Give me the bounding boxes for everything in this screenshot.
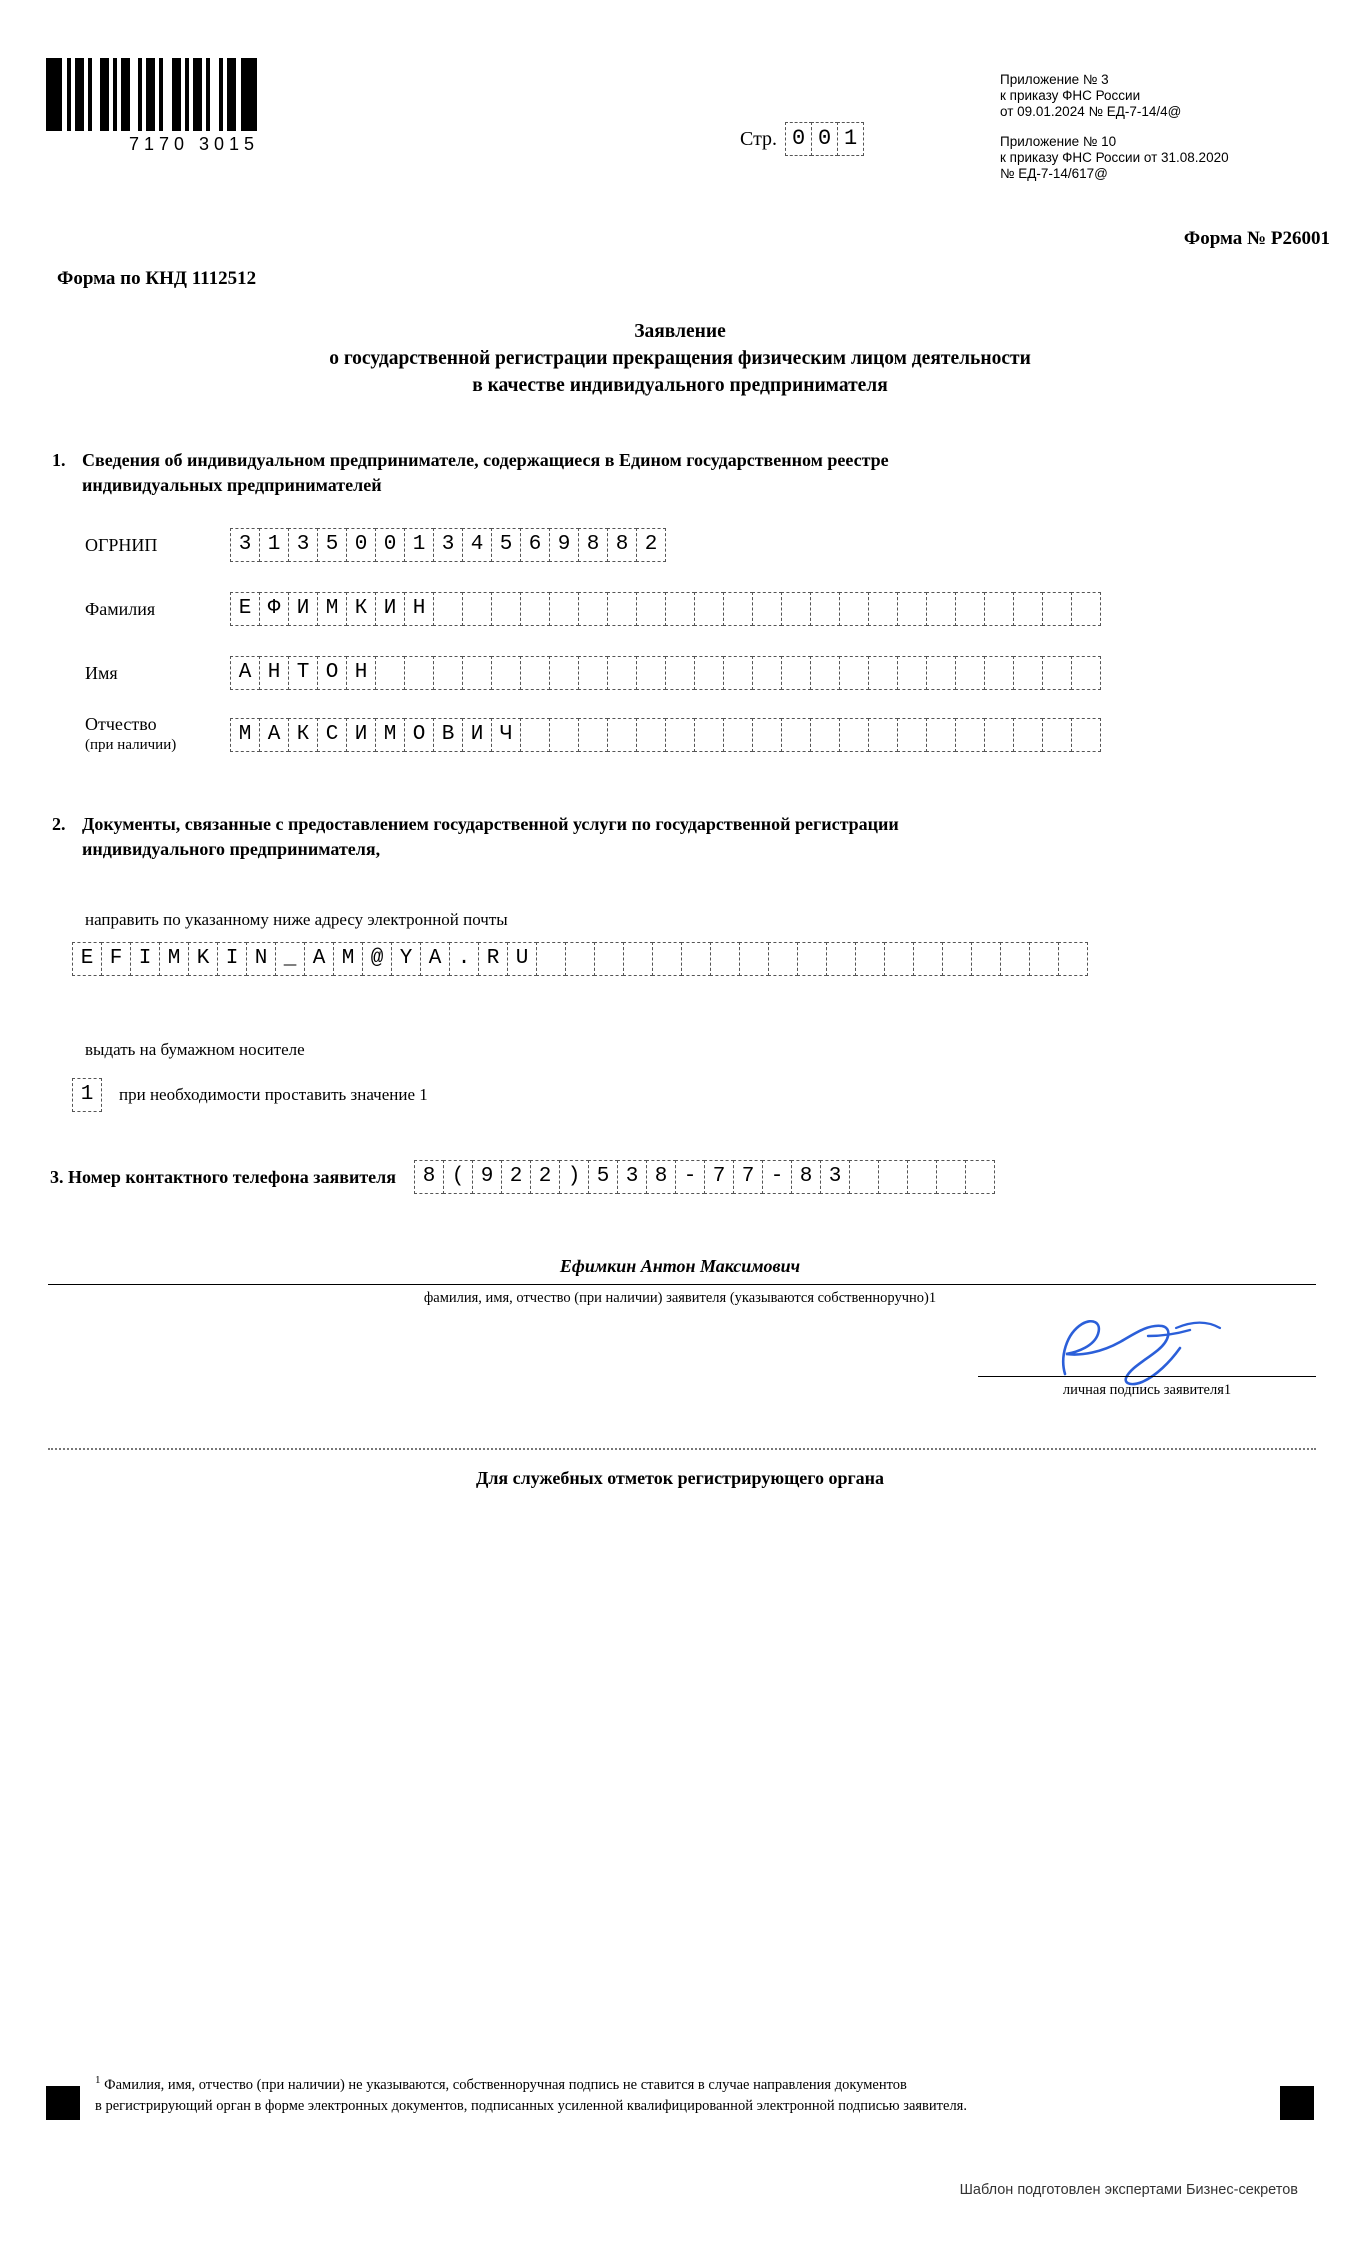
appendix10-line2: к приказу ФНС России от 31.08.2020 (1000, 150, 1229, 165)
appendix10-line1: Приложение № 10 (1000, 134, 1117, 149)
patronymic-cell[interactable]: Ч (491, 718, 521, 752)
section-1-number: 1. (52, 450, 66, 470)
header-right-block (1000, 72, 1330, 196)
email-cell[interactable]: K (188, 942, 218, 976)
section-1-line1: Сведения об индивидуальном предпринимателе, содержащиеся в Едином государственном реестре (82, 450, 889, 470)
phone-cell[interactable]: - (675, 1160, 705, 1194)
firstname-cell[interactable] (955, 656, 985, 690)
email-cell[interactable]: A (304, 942, 334, 976)
email-cell[interactable] (739, 942, 769, 976)
patronymic-cell[interactable]: И (346, 718, 376, 752)
surname-cell[interactable]: М (317, 592, 347, 626)
patronymic-label-main: Отчество (85, 714, 157, 734)
ogrnip-cell[interactable]: 9 (549, 528, 579, 562)
section-1-heading (52, 448, 1212, 498)
section-2-line1: Документы, связанные с предоставлением государственной услуги по государственной регистрации (82, 814, 899, 834)
phone-cell[interactable]: 3 (617, 1160, 647, 1194)
email-cell[interactable]: _ (275, 942, 305, 976)
email-cell[interactable]: A (420, 942, 450, 976)
patronymic-cell[interactable] (984, 718, 1014, 752)
email-cell[interactable]: M (159, 942, 189, 976)
patronymic-cell[interactable]: И (462, 718, 492, 752)
appendix10-line3: № ЕД-7-14/617@ (1000, 166, 1108, 181)
phone-cell[interactable]: 8 (791, 1160, 821, 1194)
footnote-marker: 1 (95, 2074, 101, 2086)
corner-marker-right (1280, 2086, 1314, 2120)
surname-boxes[interactable] (230, 592, 1100, 626)
email-cell[interactable] (884, 942, 914, 976)
ogrnip-cell[interactable]: 3 (433, 528, 463, 562)
patronymic-cell[interactable] (955, 718, 985, 752)
phone-cell[interactable]: ) (559, 1160, 589, 1194)
patronymic-cell[interactable] (781, 718, 811, 752)
firstname-cell[interactable] (839, 656, 869, 690)
paper-hint: при необходимости проставить значение 1 (119, 1085, 428, 1104)
section-3-number: 3. (50, 1166, 64, 1187)
email-cell[interactable] (797, 942, 827, 976)
patronymic-cell[interactable]: С (317, 718, 347, 752)
patronymic-label (85, 714, 230, 756)
service-marks-heading: Для служебных отметок регистрирующего органа (475, 1468, 885, 1488)
patronymic-cell[interactable]: О (404, 718, 434, 752)
firstname-cell[interactable] (810, 656, 840, 690)
firstname-cell[interactable] (375, 656, 405, 690)
appendix3-line1: Приложение № 3 (1000, 72, 1109, 87)
firstname-cell[interactable] (752, 656, 782, 690)
firstname-cell[interactable] (1071, 656, 1101, 690)
patronymic-cell[interactable] (868, 718, 898, 752)
email-cell[interactable]: N (246, 942, 276, 976)
patronymic-cell[interactable] (1042, 718, 1072, 752)
firstname-cell[interactable] (1042, 656, 1072, 690)
email-cell[interactable] (652, 942, 682, 976)
firstname-cell[interactable] (1013, 656, 1043, 690)
surname-cell[interactable] (781, 592, 811, 626)
section-divider (48, 1448, 1316, 1450)
email-cell[interactable]: @ (362, 942, 392, 976)
email-cell[interactable] (1000, 942, 1030, 976)
surname-cell[interactable]: Ф (259, 592, 289, 626)
footnote-block (95, 2070, 1275, 2117)
patronymic-cell[interactable] (578, 718, 608, 752)
patronymic-cell[interactable] (1013, 718, 1043, 752)
ogrnip-cell[interactable]: 3 (288, 528, 318, 562)
surname-cell[interactable] (433, 592, 463, 626)
patronymic-cell[interactable] (926, 718, 956, 752)
surname-cell[interactable] (723, 592, 753, 626)
field-patronymic (85, 714, 1100, 756)
patronymic-cell[interactable] (549, 718, 579, 752)
surname-cell[interactable] (607, 592, 637, 626)
patronymic-cell[interactable] (810, 718, 840, 752)
patronymic-cell[interactable] (665, 718, 695, 752)
firstname-cell[interactable] (462, 656, 492, 690)
email-cell[interactable] (536, 942, 566, 976)
patronymic-cell[interactable]: М (375, 718, 405, 752)
patronymic-boxes[interactable] (230, 718, 1100, 752)
patronymic-cell[interactable] (897, 718, 927, 752)
phone-boxes[interactable] (414, 1160, 994, 1194)
email-cell[interactable] (681, 942, 711, 976)
appendix3-line3: от 09.01.2024 № ЕД-7-14/4@ (1000, 104, 1182, 119)
ogrnip-cell[interactable]: 0 (346, 528, 376, 562)
paper-flag-box[interactable] (72, 1078, 101, 1112)
surname-cell[interactable] (462, 592, 492, 626)
ogrnip-cell[interactable]: 3 (230, 528, 260, 562)
phone-cell[interactable] (907, 1160, 937, 1194)
firstname-cell[interactable] (433, 656, 463, 690)
ogrnip-cell[interactable]: 4 (462, 528, 492, 562)
email-boxes[interactable] (72, 942, 1087, 976)
patronymic-cell[interactable]: К (288, 718, 318, 752)
patronymic-cell[interactable] (1071, 718, 1101, 752)
firstname-cell[interactable] (404, 656, 434, 690)
footnote-line1 (95, 2070, 1275, 2096)
phone-cell[interactable]: 9 (472, 1160, 502, 1194)
surname-cell[interactable] (636, 592, 666, 626)
surname-cell[interactable] (810, 592, 840, 626)
firstname-cell[interactable] (897, 656, 927, 690)
header-appendix-10 (1000, 134, 1330, 182)
field-phone (50, 1160, 994, 1194)
phone-cell[interactable]: - (762, 1160, 792, 1194)
document-title (0, 318, 1360, 399)
title-line-1: Заявление (634, 321, 726, 342)
field-surname (85, 592, 1100, 626)
email-cell[interactable] (1029, 942, 1059, 976)
email-cell[interactable]: M (333, 942, 363, 976)
firstname-cell[interactable] (868, 656, 898, 690)
ogrnip-cell[interactable]: 5 (317, 528, 347, 562)
phone-cell[interactable]: 3 (820, 1160, 850, 1194)
page-number-label: Стр. (740, 127, 778, 150)
surname-cell[interactable] (955, 592, 985, 626)
patronymic-cell[interactable]: В (433, 718, 463, 752)
surname-cell[interactable] (578, 592, 608, 626)
firstname-cell[interactable] (520, 656, 550, 690)
phone-cell[interactable]: 8 (414, 1160, 444, 1194)
surname-cell[interactable] (868, 592, 898, 626)
surname-cell[interactable] (752, 592, 782, 626)
surname-cell[interactable]: К (346, 592, 376, 626)
patronymic-label-note: (при наличии) (85, 737, 177, 753)
email-cell[interactable]: R (478, 942, 508, 976)
email-cell[interactable] (913, 942, 943, 976)
surname-cell[interactable] (897, 592, 927, 626)
firstname-cell[interactable] (578, 656, 608, 690)
ogrnip-label: ОГРНИП (85, 534, 158, 555)
section-2-line2: индивидуального предпринимателя, (82, 839, 381, 859)
page-digit-cell: 0 (785, 122, 812, 156)
surname-cell[interactable] (1042, 592, 1072, 626)
email-cell[interactable] (1058, 942, 1088, 976)
firstname-cell[interactable] (984, 656, 1014, 690)
surname-cell[interactable] (839, 592, 869, 626)
surname-cell[interactable] (549, 592, 579, 626)
ogrnip-cell[interactable]: 1 (404, 528, 434, 562)
firstname-cell[interactable] (665, 656, 695, 690)
email-cell[interactable]: I (130, 942, 160, 976)
knd-code: Форма по КНД 1112512 (57, 268, 257, 289)
firstname-cell[interactable] (491, 656, 521, 690)
phone-cell[interactable] (849, 1160, 879, 1194)
email-cell[interactable]: F (101, 942, 131, 976)
ogrnip-cell[interactable]: 5 (491, 528, 521, 562)
appendix3-line2: к приказу ФНС России (1000, 88, 1141, 103)
firstname-cell[interactable] (636, 656, 666, 690)
applicant-name: Ефимкин Антон Максимович (559, 1256, 801, 1276)
email-cell[interactable] (710, 942, 740, 976)
phone-cell[interactable]: 8 (646, 1160, 676, 1194)
phone-cell[interactable]: 2 (501, 1160, 531, 1194)
template-credit: Шаблон подготовлен экспертами Бизнес-секретов (959, 2182, 1298, 2198)
surname-cell[interactable] (491, 592, 521, 626)
ogrnip-cell[interactable]: 0 (375, 528, 405, 562)
phone-cell[interactable] (936, 1160, 966, 1194)
phone-cell[interactable]: 7 (733, 1160, 763, 1194)
surname-cell[interactable]: И (375, 592, 405, 626)
section-3-heading (50, 1165, 396, 1190)
patronymic-cell[interactable]: М (230, 718, 260, 752)
field-ogrnip (85, 528, 665, 562)
field-firstname (85, 656, 1100, 690)
paper-flag-cell[interactable]: 1 (72, 1078, 102, 1112)
firstname-boxes[interactable] (230, 656, 1100, 690)
firstname-cell[interactable] (781, 656, 811, 690)
surname-cell[interactable] (1071, 592, 1101, 626)
firstname-cell[interactable] (549, 656, 579, 690)
surname-cell[interactable] (926, 592, 956, 626)
firstname-cell[interactable]: А (230, 656, 260, 690)
surname-cell[interactable] (665, 592, 695, 626)
page-number-cells (785, 122, 863, 156)
section-2-heading (52, 812, 1242, 862)
signature-rule (978, 1376, 1316, 1377)
surname-cell[interactable] (1013, 592, 1043, 626)
barcode-image (46, 58, 336, 131)
phone-cell[interactable]: 5 (588, 1160, 618, 1194)
patronymic-cell[interactable] (636, 718, 666, 752)
firstname-cell[interactable]: Н (346, 656, 376, 690)
email-cell[interactable] (971, 942, 1001, 976)
barcode-block (46, 58, 336, 155)
handwritten-signature-icon (1030, 1312, 1280, 1390)
firstname-cell[interactable]: Т (288, 656, 318, 690)
surname-cell[interactable]: Е (230, 592, 260, 626)
patronymic-cell[interactable]: А (259, 718, 289, 752)
firstname-cell[interactable] (723, 656, 753, 690)
phone-cell[interactable]: ( (443, 1160, 473, 1194)
email-cell[interactable] (826, 942, 856, 976)
firstname-label: Имя (85, 662, 118, 683)
surname-cell[interactable] (694, 592, 724, 626)
page-digit-cell: 1 (837, 122, 864, 156)
ogrnip-cell[interactable]: 6 (520, 528, 550, 562)
phone-cell[interactable] (965, 1160, 995, 1194)
ogrnip-cell[interactable]: 2 (636, 528, 666, 562)
email-note: направить по указанному ниже адресу электронной почты (85, 910, 508, 929)
ogrnip-cell[interactable]: 8 (607, 528, 637, 562)
phone-cell[interactable] (878, 1160, 908, 1194)
patronymic-cell[interactable] (752, 718, 782, 752)
name-rule (48, 1284, 1316, 1285)
firstname-cell[interactable] (926, 656, 956, 690)
ogrnip-cell[interactable]: 8 (578, 528, 608, 562)
surname-label: Фамилия (85, 598, 156, 619)
surname-cell[interactable]: И (288, 592, 318, 626)
patronymic-cell[interactable] (520, 718, 550, 752)
barcode-digits: 7170 3015 (128, 134, 260, 154)
phone-cell[interactable]: 2 (530, 1160, 560, 1194)
phone-label: Номер контактного телефона заявителя (68, 1166, 396, 1187)
surname-cell[interactable]: Н (404, 592, 434, 626)
email-cell[interactable] (942, 942, 972, 976)
email-cell[interactable]: U (507, 942, 537, 976)
field-email (72, 942, 1087, 976)
email-cell[interactable]: I (217, 942, 247, 976)
form-number: Форма № Р26001 (1183, 228, 1330, 249)
name-caption: фамилия, имя, отчество (при наличии) заявителя (указываются собственноручно)1 (423, 1290, 937, 1306)
email-cell[interactable]: Y (391, 942, 421, 976)
firstname-cell[interactable]: Н (259, 656, 289, 690)
email-cell[interactable] (594, 942, 624, 976)
patronymic-cell[interactable] (723, 718, 753, 752)
page-number-block (740, 122, 863, 156)
corner-marker-left (46, 2086, 80, 2120)
ogrnip-boxes[interactable] (230, 528, 665, 562)
email-cell[interactable]: E (72, 942, 102, 976)
header-appendix-3 (1000, 72, 1330, 120)
page-digit-cell: 0 (811, 122, 838, 156)
patronymic-cell[interactable] (607, 718, 637, 752)
title-line-2: о государственной регистрации прекращения физическим лицом деятельности (329, 348, 1031, 369)
phone-cell[interactable]: 7 (704, 1160, 734, 1194)
email-cell[interactable] (623, 942, 653, 976)
section-1-line2: индивидуальных предпринимателей (82, 475, 382, 495)
surname-cell[interactable] (520, 592, 550, 626)
patronymic-cell[interactable] (839, 718, 869, 752)
ogrnip-cell[interactable]: 1 (259, 528, 289, 562)
surname-cell[interactable] (984, 592, 1014, 626)
signature-caption: личная подпись заявителя1 (1062, 1382, 1232, 1398)
firstname-cell[interactable] (694, 656, 724, 690)
field-paper-flag (72, 1078, 428, 1112)
email-cell[interactable] (855, 942, 885, 976)
paper-note: выдать на бумажном носителе (85, 1040, 305, 1059)
patronymic-cell[interactable] (694, 718, 724, 752)
title-line-3: в качестве индивидуального предпринимателя (472, 375, 888, 396)
footnote-text1: Фамилия, имя, отчество (при наличии) не указываются, собственноручная подпись не ставится в случае направления документов (104, 2076, 907, 2093)
firstname-cell[interactable]: О (317, 656, 347, 690)
section-2-number: 2. (52, 814, 66, 834)
email-cell[interactable]: . (449, 942, 479, 976)
footnote-line2: в регистрирующий орган в форме электронных документов, подписанных усиленной квалифицированной электронной подписью заявителя. (95, 2097, 967, 2114)
firstname-cell[interactable] (607, 656, 637, 690)
email-cell[interactable] (768, 942, 798, 976)
email-cell[interactable] (565, 942, 595, 976)
